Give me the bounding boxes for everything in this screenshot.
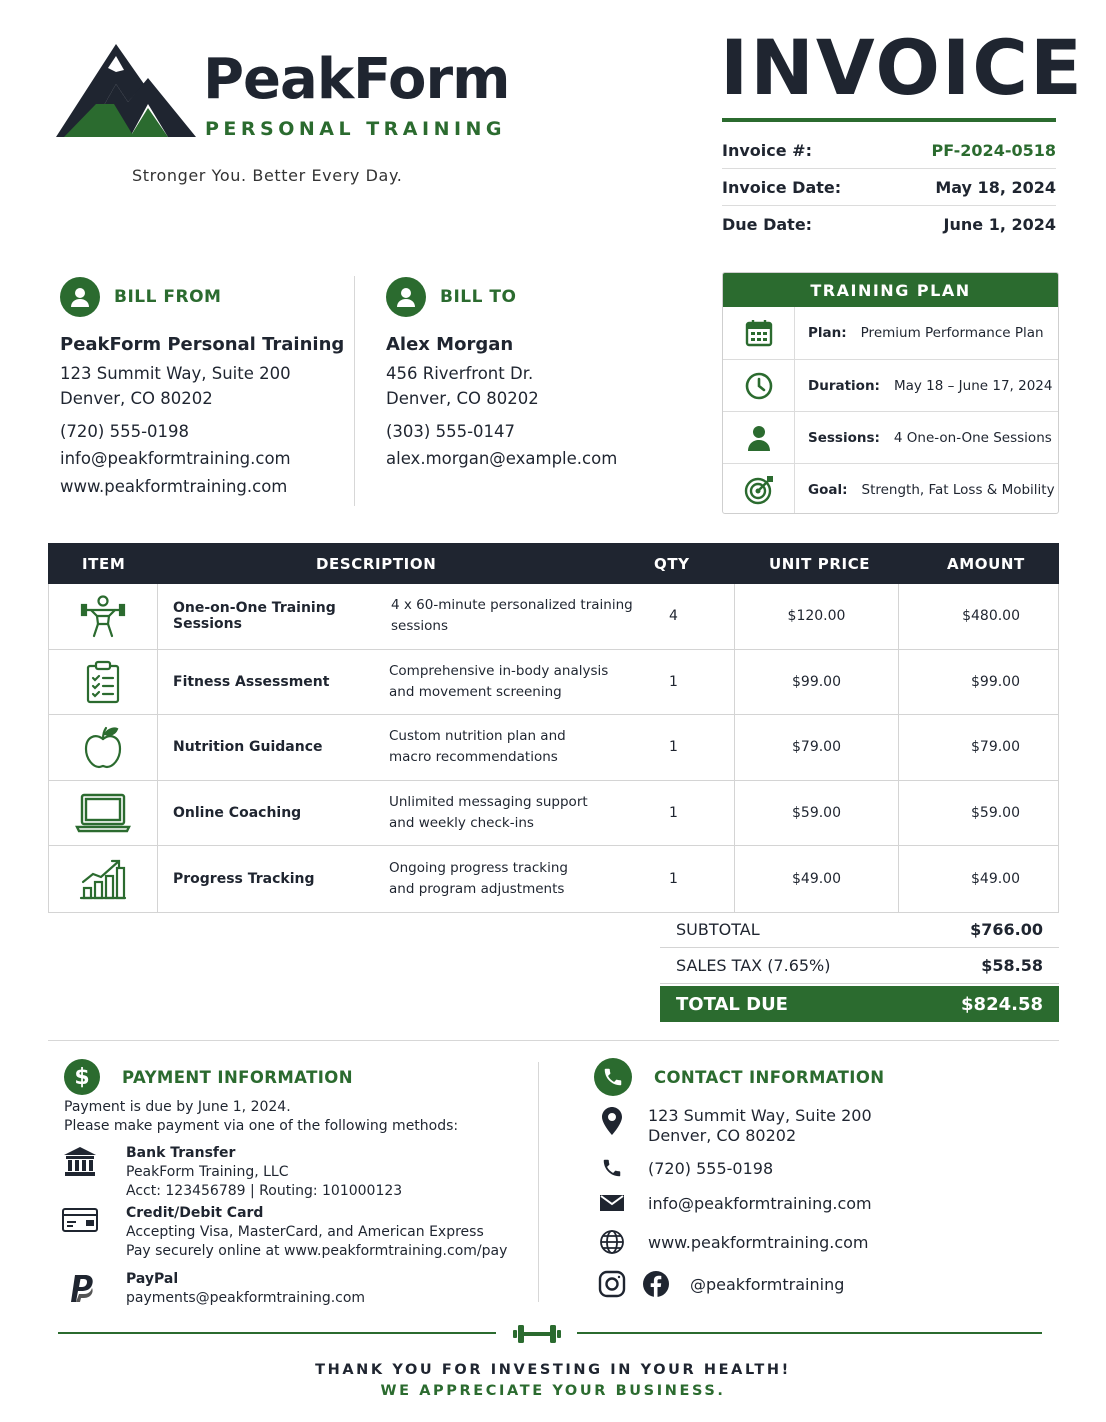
- item-qty: 1: [669, 673, 678, 690]
- total-due-value: $824.58: [961, 993, 1043, 1015]
- due-date: June 1, 2024: [943, 215, 1056, 234]
- contact-info-header: [594, 1058, 885, 1096]
- item-description: Custom nutrition plan and macro recommendations: [389, 728, 566, 766]
- footer-rule-right: [577, 1332, 1042, 1334]
- card-pay-online: Pay securely online at www.peakformtraining.com/pay: [126, 1243, 508, 1259]
- item-name: One-on-One Training Sessions: [173, 600, 336, 633]
- card-types: Accepting Visa, MasterCard, and American Express: [126, 1224, 484, 1240]
- item-description: Ongoing progress tracking and program adjustments: [389, 860, 568, 897]
- footer-rule-left: [58, 1332, 496, 1334]
- bank-transfer-title: Bank Transfer: [126, 1145, 236, 1161]
- facebook-icon: [640, 1270, 672, 1298]
- sales-tax-value: $58.58: [981, 956, 1043, 975]
- item-description: Unlimited messaging support and weekly check-ins: [389, 793, 588, 831]
- item-amount: $49.00: [971, 871, 1020, 887]
- contact-website: [596, 1229, 869, 1255]
- item-unit-price: $49.00: [734, 846, 899, 912]
- total-due-label: TOTAL DUE: [676, 993, 788, 1015]
- sales-tax-row: [660, 948, 1059, 984]
- brand-subtitle: PERSONAL TRAINING: [205, 118, 507, 140]
- bank-icon: [62, 1144, 98, 1201]
- item-amount: $79.00: [971, 739, 1020, 756]
- invoice-date: May 18, 2024: [935, 177, 1056, 197]
- bill-to-name: Alex Morgan: [386, 334, 514, 355]
- instagram-icon: [596, 1270, 628, 1298]
- item-qty: 1: [669, 804, 678, 821]
- bill-from-phone: (720) 555-0198: [60, 422, 190, 441]
- dollar-icon: $: [64, 1059, 100, 1095]
- training-plan-title: TRAINING PLAN: [723, 273, 1058, 307]
- weightlifter-icon: [49, 584, 158, 649]
- bill-to-address2: Denver, CO 80202: [386, 389, 539, 408]
- bill-from-address2: Denver, CO 80202: [60, 389, 213, 408]
- contact-website-url: www.peakformtraining.com: [648, 1232, 869, 1252]
- plan-row-sessions: [723, 411, 1058, 463]
- clipboard-icon: [49, 650, 158, 715]
- bill-from-address1: 123 Summit Way, Suite 200: [60, 364, 291, 383]
- credit-card-icon: [62, 1204, 98, 1261]
- phone-icon: [596, 1157, 628, 1179]
- social-handle: @peakformtraining: [690, 1274, 845, 1294]
- item-unit-price: $79.00: [734, 715, 899, 780]
- plan-row-plan: [723, 307, 1058, 359]
- payment-note-methods: Please make payment via one of the following methods:: [64, 1118, 459, 1134]
- bank-account-name: PeakForm Training, LLC: [126, 1164, 289, 1180]
- table-header: [48, 543, 1059, 584]
- bill-to-block: [386, 276, 686, 471]
- bill-divider: [354, 276, 355, 506]
- invoice-number-row: [722, 132, 1056, 169]
- table-row: [48, 650, 1059, 716]
- payment-method-paypal: [62, 1270, 365, 1308]
- item-amount: $59.00: [971, 804, 1020, 821]
- sessions-value: 4 One-on-One Sessions: [893, 429, 1052, 446]
- bill-to-phone: (303) 555-0147: [386, 422, 516, 441]
- item-unit-price: $59.00: [734, 781, 899, 846]
- globe-icon: [596, 1229, 628, 1255]
- due-date-row: [722, 206, 1056, 243]
- payment-info-title: PAYMENT INFORMATION: [122, 1067, 353, 1087]
- item-qty: 4: [669, 608, 678, 625]
- bank-account-details: Acct: 123456789 | Routing: 101000123: [126, 1183, 403, 1199]
- growth-chart-icon: [49, 846, 158, 912]
- contact-phone: [596, 1157, 773, 1179]
- plan-row-goal: [723, 463, 1058, 514]
- item-amount: $480.00: [962, 608, 1020, 625]
- item-amount: $99.00: [971, 673, 1020, 690]
- contact-address: [596, 1106, 872, 1146]
- duration-value: May 18 – June 17, 2024: [893, 377, 1053, 394]
- header-description: DESCRIPTION: [316, 555, 437, 573]
- footer-appreciation: WE APPRECIATE YOUR BUSINESS.: [380, 1383, 726, 1399]
- target-icon: [723, 464, 795, 514]
- payment-method-bank: [62, 1144, 402, 1201]
- subtotal-row: [660, 912, 1059, 948]
- envelope-icon: [596, 1193, 628, 1213]
- table-row: [48, 846, 1059, 913]
- invoice-number: PF-2024-0518: [931, 140, 1056, 160]
- bill-to-email: alex.morgan@example.com: [386, 449, 618, 468]
- table-row: [48, 781, 1059, 847]
- phone-icon: [594, 1058, 632, 1096]
- table-row: [48, 715, 1059, 781]
- contact-phone-number: (720) 555-0198: [648, 1158, 774, 1178]
- invoice-date-row: [722, 169, 1056, 206]
- table-row: [48, 584, 1059, 650]
- bill-to-label: BILL TO: [440, 287, 517, 307]
- footer-thank-you: THANK YOU FOR INVESTING IN YOUR HEALTH!: [315, 1362, 791, 1378]
- invoice-title: INVOICE: [720, 23, 1084, 112]
- duration-label: Duration:: [808, 377, 880, 394]
- apple-icon: [49, 715, 158, 780]
- bill-from-name: PeakForm Personal Training: [60, 334, 345, 355]
- plan-row-duration: [723, 359, 1058, 411]
- item-description: 4 x 60-minute personalized training sessions: [391, 597, 633, 635]
- brand-name: PeakForm: [203, 47, 510, 112]
- invoice-title-rule: [722, 118, 1056, 122]
- due-date-label: Due Date:: [722, 215, 813, 234]
- line-items-table: [48, 543, 1059, 913]
- clock-icon: [723, 360, 795, 411]
- paypal-icon: [62, 1270, 98, 1308]
- contact-address1: 123 Summit Way, Suite 200: [648, 1106, 872, 1125]
- sessions-label: Sessions:: [808, 429, 880, 446]
- item-name: Progress Tracking: [173, 871, 315, 887]
- training-plan-panel: [722, 272, 1059, 514]
- location-pin-icon: [596, 1106, 628, 1136]
- item-name: Nutrition Guidance: [173, 739, 323, 756]
- header-unit-price: UNIT PRICE: [769, 555, 871, 573]
- person-icon: [723, 412, 795, 463]
- payment-note-due: Payment is due by June 1, 2024.: [64, 1099, 291, 1115]
- header-qty: QTY: [654, 555, 690, 573]
- total-due-row: [660, 986, 1059, 1022]
- brand-tagline: Stronger You. Better Every Day.: [132, 166, 403, 185]
- contact-info-title: CONTACT INFORMATION: [654, 1067, 885, 1087]
- bill-to-address1: 456 Riverfront Dr.: [386, 364, 534, 383]
- info-divider: [538, 1062, 539, 1302]
- laptop-icon: [49, 781, 158, 846]
- item-unit-price: $120.00: [734, 584, 899, 649]
- item-qty: 1: [669, 871, 678, 887]
- item-qty: 1: [669, 739, 678, 756]
- sales-tax-label: SALES TAX (7.65%): [676, 956, 831, 975]
- subtotal-value: $766.00: [970, 920, 1043, 939]
- bill-from-label: BILL FROM: [114, 287, 222, 307]
- payment-info-header: [64, 1059, 353, 1095]
- bill-from-email: info@peakformtraining.com: [60, 449, 291, 468]
- subtotal-label: SUBTOTAL: [676, 920, 760, 939]
- paypal-title: PayPal: [126, 1271, 179, 1287]
- dumbbell-icon: [512, 1322, 562, 1346]
- contact-email: [596, 1193, 872, 1213]
- user-icon: [386, 277, 426, 317]
- contact-email-address: info@peakformtraining.com: [648, 1193, 872, 1213]
- invoice-date-label: Invoice Date:: [722, 177, 842, 197]
- goal-label: Goal:: [808, 481, 848, 498]
- header-item: ITEM: [82, 555, 126, 573]
- paypal-email: payments@peakformtraining.com: [126, 1290, 366, 1306]
- calendar-icon: [723, 307, 795, 359]
- peakform-logo-icon: [56, 42, 196, 140]
- item-unit-price: $99.00: [734, 650, 899, 715]
- item-name: Online Coaching: [173, 804, 302, 821]
- payment-method-card: [62, 1204, 507, 1261]
- bill-from-website: www.peakformtraining.com: [60, 477, 288, 496]
- item-description: Comprehensive in-body analysis and movement screening: [389, 662, 609, 700]
- plan-label: Plan:: [808, 325, 847, 341]
- section-divider: [48, 1040, 1059, 1041]
- card-payment-title: Credit/Debit Card: [126, 1205, 264, 1221]
- goal-value: Strength, Fat Loss & Mobility: [861, 481, 1055, 498]
- contact-social: [596, 1270, 844, 1298]
- header-amount: AMOUNT: [947, 555, 1025, 573]
- invoice-number-label: Invoice #:: [722, 140, 812, 160]
- contact-address2: Denver, CO 80202: [648, 1126, 797, 1145]
- user-icon: [60, 277, 100, 317]
- plan-value: Premium Performance Plan: [860, 325, 1044, 341]
- bill-from-block: [60, 276, 360, 499]
- item-name: Fitness Assessment: [173, 673, 330, 690]
